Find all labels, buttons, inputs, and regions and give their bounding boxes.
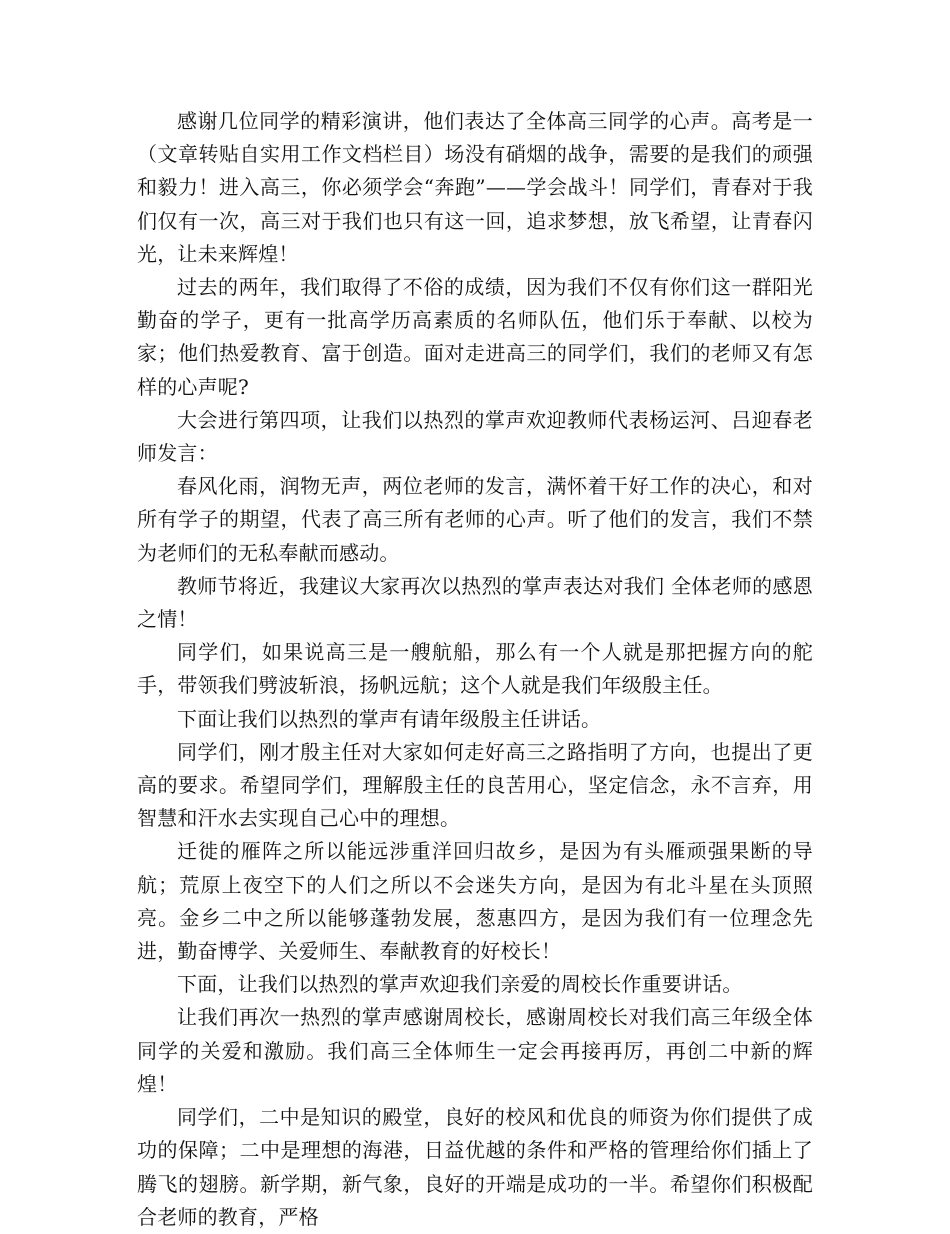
paragraph: 让我们再次一热烈的掌声感谢周校长，感谢周校长对我们高三年级全体同学的关爱和激励。我们高三全体师生一定会再接再厉，再创二中新的辉煌！ [137, 1005, 813, 1096]
paragraph: 下面让我们以热烈的掌声有请年级殷主任讲话。 [177, 706, 602, 731]
paragraph: 春风化雨，润物无声，两位老师的发言，满怀着干好工作的决心，和对所有学子的期望，代表了高三所有老师的心声。听了他们的发言，我们不禁为老师们的无私奉献而感动。 [137, 474, 813, 565]
paragraph: 过去的两年，我们取得了不俗的成绩，因为我们不仅有你们这一群阳光勤奋的学子，更有一批高学历高素质的名师队伍，他们乐于奉献、以校为家；他们热爱教育、富于创造。面对走进高三的同学们，我们的老师又有怎样的心声呢? [137, 275, 813, 399]
paragraph: 教师节将近，我建议大家再次以热烈的掌声表达对我们 全体老师的感恩之情！ [137, 573, 813, 632]
paragraph: 感谢几位同学的精彩演讲，他们表达了全体高三同学的心声。高考是一（文章转贴自实用工作文档栏目）场没有硝烟的战争，需要的是我们的顽强和毅力！进入高三，你必须学会“奔跑”——学会战斗！同学们，青春对于我们仅有一次，高三对于我们也只有这一回，追求梦想，放飞希望，让青春闪光，让未来辉煌！ [137, 109, 813, 266]
paragraph: 下面，让我们以热烈的掌声欢迎我们亲爱的周校长作重要讲话。 [177, 972, 743, 997]
paragraph: 同学们，如果说高三是一艘航船，那么有一个人就是那把握方向的舵手，带领我们劈波斩浪，扬帆远航；这个人就是我们年级殷主任。 [137, 640, 813, 698]
paragraph: 迁徙的雁阵之所以能远涉重洋回归故乡，是因为有头雁顽强果断的导航；荒原上夜空下的人们之所以不会迷失方向，是因为有北斗星在头顶照亮。金乡二中之所以能够蓬勃发展，葱惠四方，是因为我们有一位理念先进，勤奋博学、关爱师生、奉献教育的好校长！ [137, 839, 813, 964]
paragraph: 大会进行第四项，让我们以热烈的掌声欢迎教师代表杨运河、吕迎春老师发言： [137, 407, 813, 466]
paragraph: 同学们，二中是知识的殿堂，良好的校风和优良的师资为你们提供了成功的保障；二中是理想的海港，日益优越的条件和严格的管理给你们插上了腾飞的翅膀。新学期，新气象，良好的开端是成功的一半。希望你们积极配合老师的教育，严格 [137, 1105, 813, 1229]
document-body [137, 105, 813, 1234]
paragraph: 同学们，刚才殷主任对大家如何走好高三之路指明了方向，也提出了更高的要求。希望同学们，理解殷主任的良苦用心，坚定信念，永不言弃，用智慧和汗水去实现自己心中的理想。 [137, 739, 813, 831]
